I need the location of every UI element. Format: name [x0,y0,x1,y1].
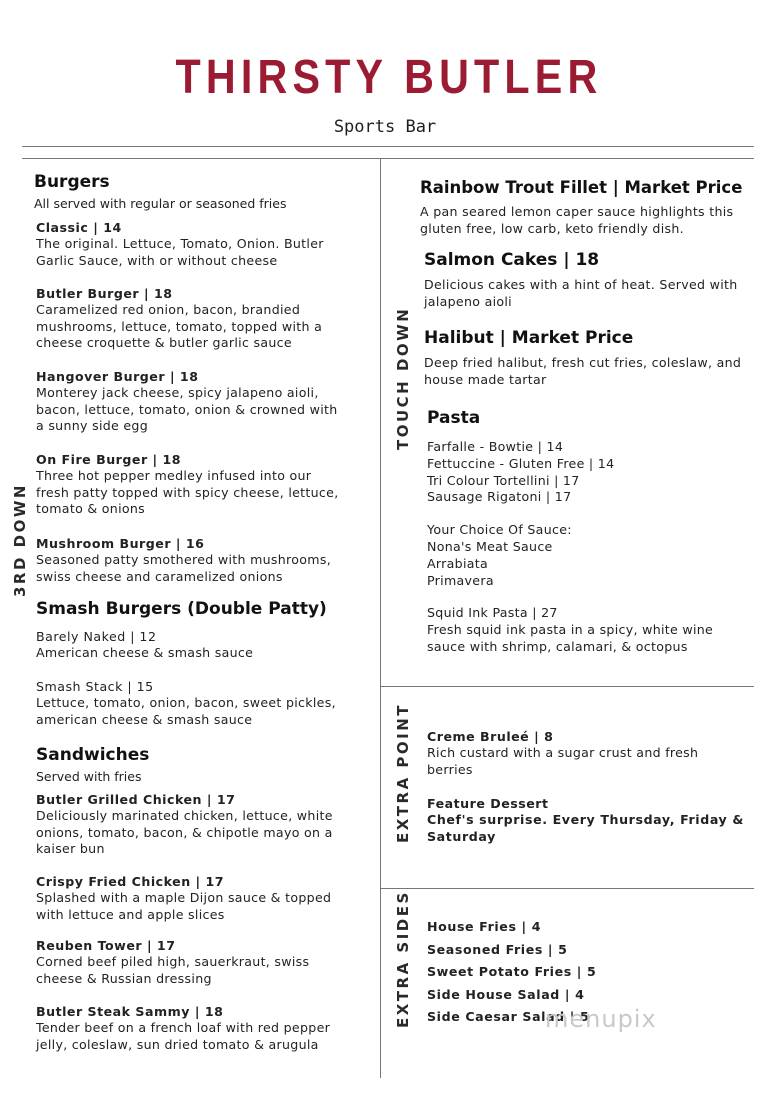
pasta-item: Farfalle - Bowtie | 14 [427,439,564,454]
side-item: Seasoned Fries | 5 [427,941,568,957]
item-description: Caramelized red onion, bacon, brandied mushrooms, lettuce, tomato, topped with a cheese croquette & butler garlic sauce [36,302,323,351]
sandwich-grilled-chicken [36,791,376,858]
pasta-list [427,439,757,506]
label-extra-point: EXTRA POINT [394,702,412,843]
item-description: Tender beef on a french loaf with red pepper jelly, coleslaw, sun dried tomato & arugula [36,1020,331,1052]
item-description: Three hot pepper medley infused into our fresh patty topped with spicy cheese, lettuce, tomato & onions [36,468,339,517]
sauce-item: Nona's Meat Sauce [427,538,553,554]
sandwiches-heading: Sandwiches [36,745,150,765]
item-name: Squid Ink Pasta | 27 [427,605,558,621]
burgers-section [34,172,374,212]
sides-divider [381,888,754,889]
squid-ink-pasta [427,605,757,655]
sauce-item: Arrabiata [427,555,489,571]
column-divider [380,158,381,1078]
burgers-note: All served with regular or seasoned fries [34,196,287,211]
header-divider-top [22,146,754,147]
sauce-list [427,522,757,589]
sandwich-crispy-chicken [36,873,376,923]
sandwiches-section [36,745,376,785]
pasta-heading: Pasta [427,408,481,428]
side-item: Side Caesar Salad | 5 [427,1009,590,1025]
pasta-item: Fettuccine - Gluten Free | 14 [427,455,615,471]
item-name: Feature Dessert [427,796,549,811]
main-heading: Salmon Cakes | 18 [424,250,600,270]
item-name: Mushroom Burger | 16 [36,536,205,551]
pasta-item: Sausage Rigatoni | 17 [427,489,572,505]
label-3rd-down: 3RD DOWN [11,483,29,597]
item-name: Creme Bruleé | 8 [427,729,554,744]
item-name: Smash Stack | 15 [36,679,154,694]
main-heading: Halibut | Market Price [424,328,634,348]
item-description: The original. Lettuce, Tomato, Onion. Butler Garlic Sauce, with or without cheese [36,236,324,268]
item-description: Splashed with a maple Dijon sauce & topped with lettuce and apple slices [36,890,332,922]
burger-mushroom [36,535,376,585]
dessert-feature [427,795,757,845]
item-name: Crispy Fried Chicken | 17 [36,874,225,889]
main-description: Delicious cakes with a hint of heat. Served with jalapeno aioli [424,277,738,309]
main-description: A pan seared lemon caper sauce highlights this gluten free, low carb, keto friendly dish. [420,204,734,236]
burgers-heading: Burgers [34,172,110,192]
item-name: Classic | 14 [36,220,122,235]
smash-stack [36,678,376,728]
restaurant-title: THIRSTY BUTLER [175,51,603,104]
item-description: Monterey jack cheese, spicy jalapeno aioli, bacon, lettuce, tomato, onion & crowned with a sunny side egg [36,385,338,434]
pasta-item: Tri Colour Tortellini | 17 [427,472,580,488]
restaurant-subtitle: Sports Bar [333,117,437,137]
smash-barely-naked [36,628,376,662]
item-description: American cheese & smash sauce [36,645,254,660]
sandwich-reuben [36,937,376,987]
item-description: Rich custard with a sugar crust and fresh berries [427,745,699,777]
sauce-heading: Your Choice Of Sauce: [427,522,572,538]
sauce-item: Primavera [427,572,494,588]
item-name: Butler Grilled Chicken | 17 [36,792,236,807]
main-halibut [424,328,764,388]
header-divider-bottom [22,158,754,159]
side-item: Side House Salad | 4 [427,986,585,1002]
main-description: Deep fried halibut, fresh cut fries, coleslaw, and house made tartar [424,355,742,387]
label-extra-sides: EXTRA SIDES [394,890,412,1028]
burger-butler [36,285,376,352]
item-description: Deliciously marinated chicken, lettuce, white onions, tomato, bacon, & chipotle mayo on a kaiser bun [36,808,333,857]
item-description: Fresh squid ink pasta in a spicy, white wine sauce with shrimp, calamari, & octopus [427,622,714,654]
item-name: Barely Naked | 12 [36,629,157,644]
sandwiches-note: Served with fries [36,769,142,784]
side-item: House Fries | 4 [427,919,542,934]
side-item: Sweet Potato Fries | 5 [427,964,597,980]
item-name: Butler Burger | 18 [36,286,173,301]
item-name: On Fire Burger | 18 [36,452,182,467]
main-heading: Rainbow Trout Fillet | Market Price [420,178,743,197]
item-name: Butler Steak Sammy | 18 [36,1004,224,1019]
burger-classic [36,219,376,269]
item-name: Hangover Burger | 18 [36,369,199,384]
item-description: Seasoned patty smothered with mushrooms, swiss cheese and caramelized onions [36,552,332,584]
burger-hangover [36,368,376,435]
pasta-section [427,408,757,655]
item-description: Lettuce, tomato, onion, bacon, sweet pickles, american cheese & smash sauce [36,695,336,727]
dessert-divider [381,686,754,687]
smash-heading: Smash Burgers (Double Patty) [36,599,327,619]
sandwich-steak-sammy [36,1003,376,1053]
item-name: Reuben Tower | 17 [36,938,176,953]
burger-on-fire [36,451,376,518]
smash-section [36,599,376,620]
main-salmon-cakes [424,250,764,310]
dessert-creme-brulee [427,728,757,778]
label-touch-down: TOUCH DOWN [394,306,412,450]
main-trout [420,177,760,237]
item-description: Corned beef piled high, sauerkraut, swiss cheese & Russian dressing [36,954,310,986]
item-description: Chef's surprise. Every Thursday, Friday & Saturday [427,812,744,844]
watermark: menupix [545,1005,657,1033]
